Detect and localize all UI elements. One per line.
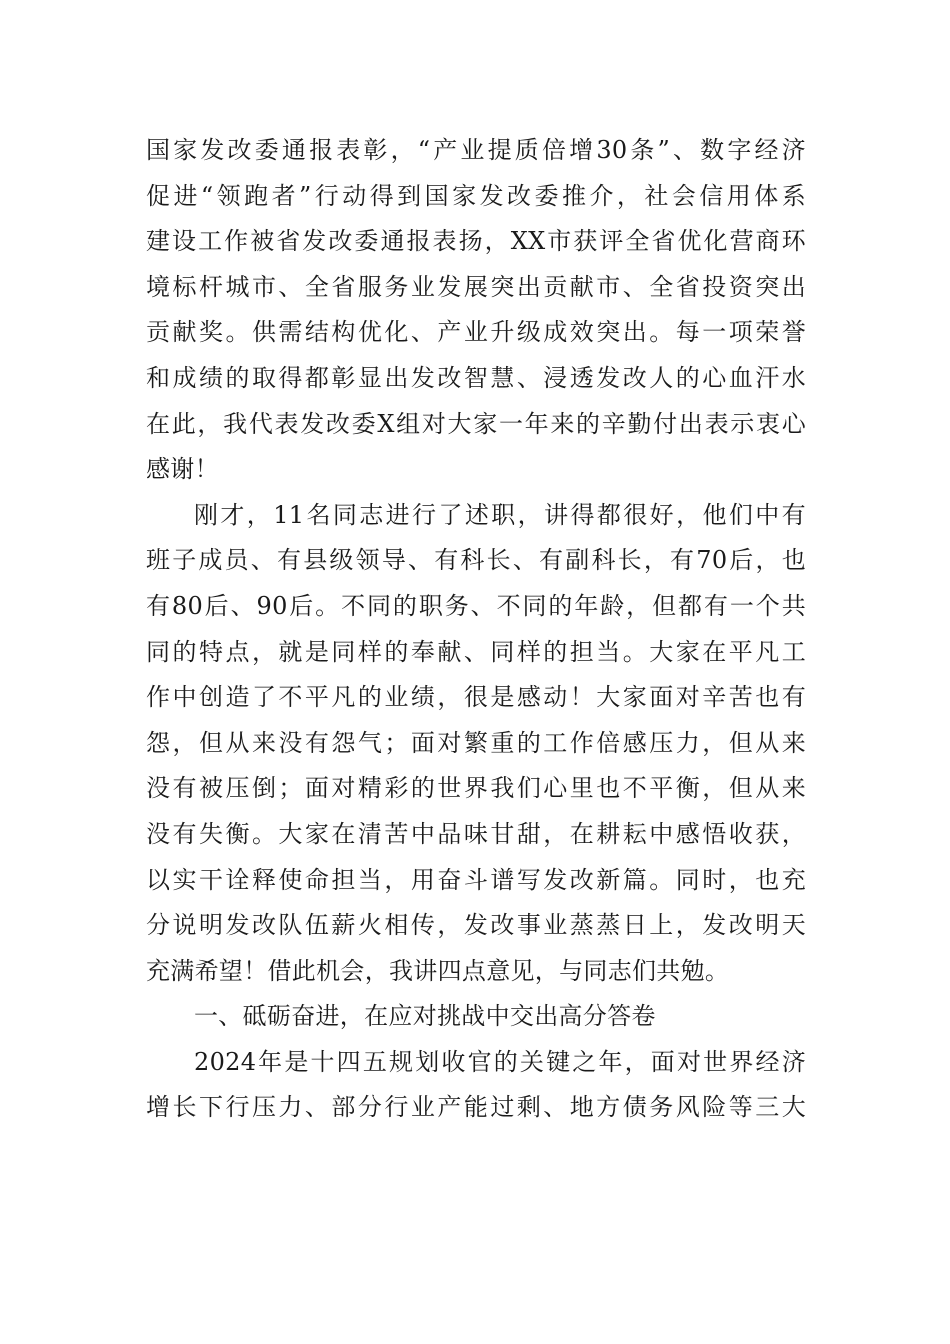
text-line: 作中创造了不平凡的业绩，很是感动！大家面对辛苦也有 [146,683,806,712]
text-line: 在此，我代表发改委X组对大家一年来的辛勤付出表示衷心 [146,409,806,438]
text-line: 贡献奖。供需结构优化、产业升级成效突出。每一项荣誉 [146,318,806,347]
text-line: 有80后、90后。不同的职务、不同的年龄，但都有一个共 [146,591,806,620]
text-line: 刚才，11名同志进行了述职，讲得都很好，他们中有 [194,500,806,529]
text-line: 境标杆城市、全省服务业发展突出贡献市、全省投资突出 [146,272,806,301]
text-line: 增长下行压力、部分行业产能过剩、地方债务风险等三大 [146,1093,806,1122]
text-line: 国家发改委通报表彰，“产业提质倍增30条”、数字经济 [146,136,806,164]
text-line: 班子成员、有县级领导、有科长、有副科长，有70后，也 [146,546,806,575]
text-line: 分说明发改队伍薪火相传，发改事业蒸蒸日上，发改明天 [146,911,806,940]
text-line: 建设工作被省发改委通报表扬，XX市获评全省优化营商环 [146,227,806,256]
text-line: 充满希望！借此机会，我讲四点意见，与同志们共勉。 [146,956,730,985]
paragraph [146,493,806,995]
text-line: 怨，但从来没有怨气；面对繁重的工作倍感压力，但从来 [146,728,806,757]
paragraph [146,128,806,493]
text-line: 同的特点，就是同样的奉献、同样的担当。大家在平凡工 [146,637,806,666]
text-line: 以实干诠释使命担当，用奋斗谱写发改新篇。同时，也充 [146,865,806,894]
heading-line: 一、砥砺奋进，在应对挑战中交出高分答卷 [194,1002,656,1031]
document-body [146,128,806,1131]
text-line: 没有被压倒；面对精彩的世界我们心里也不平衡，但从来 [146,774,806,803]
section-heading [146,994,806,1040]
text-line: 感谢！ [146,455,219,484]
text-line: 促进“领跑者”行动得到国家发改委推介，社会信用体系 [146,181,806,210]
text-line: 没有失衡。大家在清苦中品味甘甜，在耕耘中感悟收获， [146,819,806,848]
paragraph [146,1040,806,1131]
text-line: 和成绩的取得都彰显出发改智慧、浸透发改人的心血汗水 [146,363,806,392]
text-line: 2024年是十四五规划收官的关键之年，面对世界经济 [194,1047,806,1076]
